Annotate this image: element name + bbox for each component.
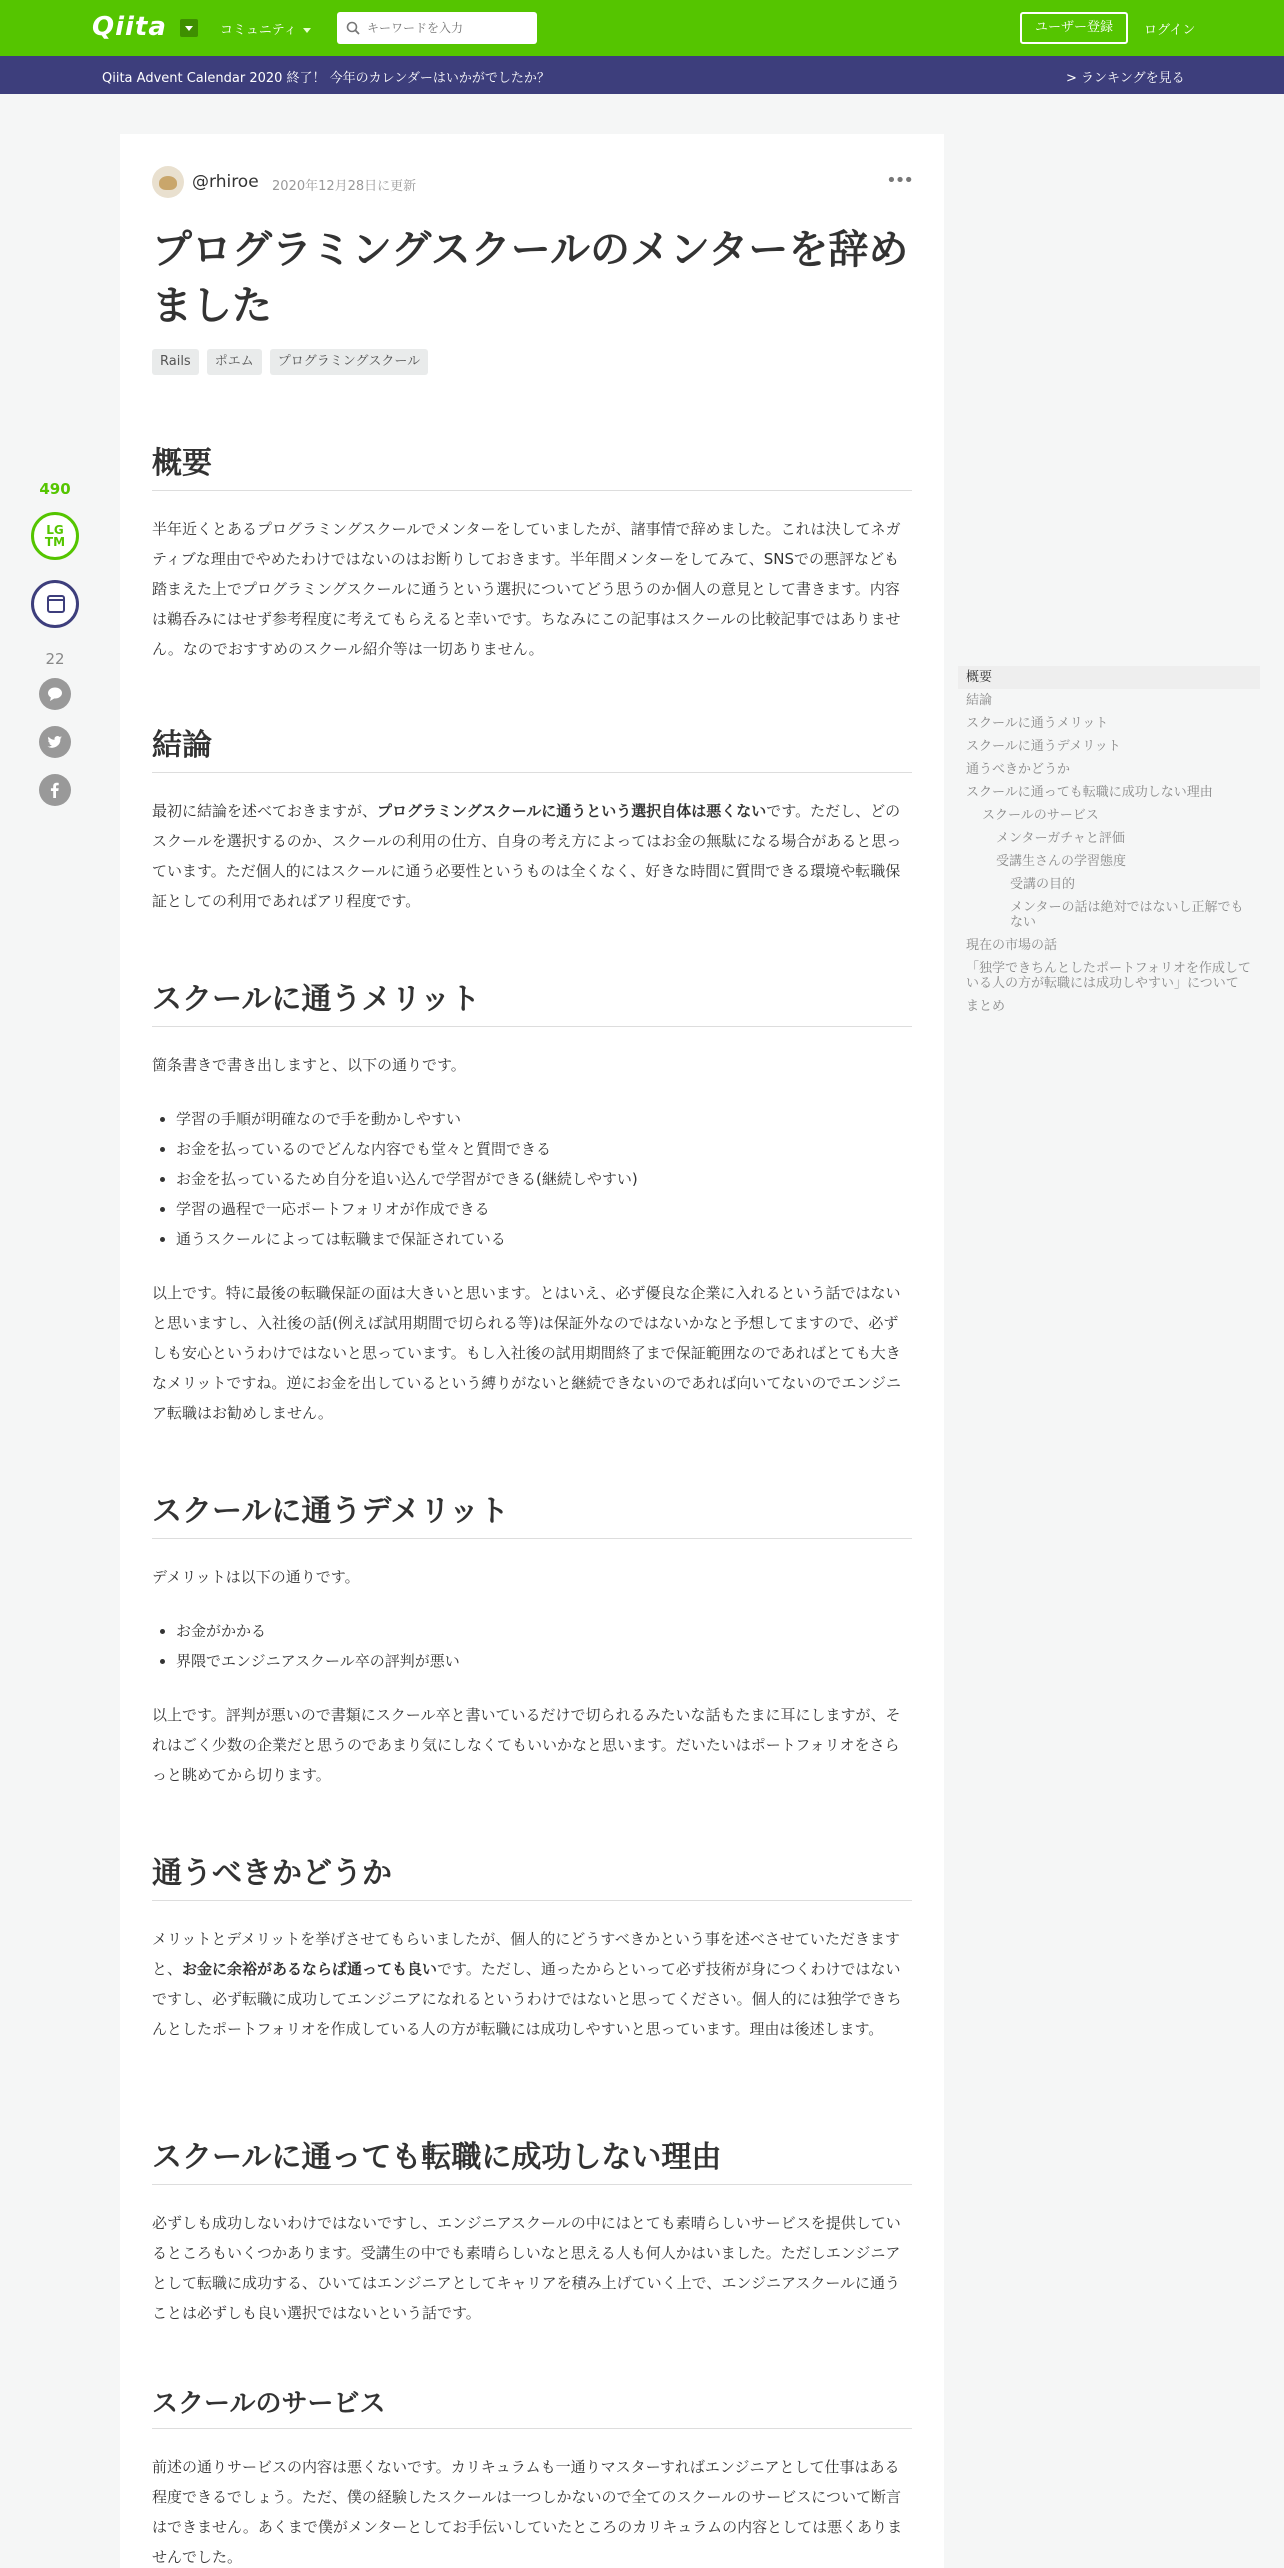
toc-item-demerits[interactable]: スクールに通うデメリット xyxy=(966,739,1121,754)
list-item: • お金がかかる xyxy=(176,1616,912,1646)
author-username[interactable]: @rhiroe xyxy=(192,172,259,192)
community-label: コミュニティ xyxy=(220,23,297,38)
list-item: • お金を払っているため自分を追い込んで学習ができる(継続しやすい) xyxy=(176,1164,912,1194)
list-item: • 学習の手順が明確なので手を動かしやすい xyxy=(176,1104,912,1134)
announcement-banner xyxy=(0,56,1284,94)
toc-item-should-attend[interactable]: 通うべきかどうか xyxy=(966,762,1071,777)
list-item: • 界隈でエンジニアスクール卒の評判が悪い xyxy=(176,1646,912,1676)
list-item: • 学習の過程で一応ポートフォリオが作成できる xyxy=(176,1194,912,1224)
stock-icon xyxy=(46,594,66,614)
community-menu[interactable] xyxy=(220,19,311,38)
qiita-logo[interactable]: Qiita xyxy=(92,12,167,42)
tag-programming-school[interactable]: プログラミングスクール xyxy=(270,349,428,375)
section-heading-merits: スクールに通うメリット xyxy=(152,980,912,1027)
article-body xyxy=(120,134,944,2568)
login-link[interactable]: ログイン xyxy=(1144,23,1196,38)
list-item: • 通うスクールによっては転職まで保証されている xyxy=(176,1224,912,1254)
facebook-icon xyxy=(47,782,63,798)
banner-message[interactable]: Qiita Advent Calendar 2020 終了！ 今年のカレンダーはいかがでしたか？ xyxy=(102,71,550,86)
search-icon xyxy=(346,21,360,35)
toc-item-merits[interactable]: スクールに通うメリット xyxy=(966,716,1109,731)
comment-button[interactable] xyxy=(39,678,71,710)
merits-list xyxy=(176,1104,912,1254)
toc-item-school-service[interactable]: スクールのサービス xyxy=(982,808,1099,823)
toc-item-student-attitude[interactable]: 受講生さんの学習態度 xyxy=(996,854,1127,869)
conclusion-text: 最初に結論を述べておきますが、プログラミングスクールに通うという選択自体は悪くないです。ただし、どのスクールを選択するのか、スクールの利用の仕方、自身の考え方によってはお金の無駄になる場合があると思っています。ただ個人的にはスクールに通う必要性というものは全くなく、好きな時間に質問できる環境や転職保証としての利用であればアリ程度です。 xyxy=(152,802,902,910)
article-title: プログラミングスクールのメンターを辞めました xyxy=(152,227,909,329)
section-heading-conclusion: 結論 xyxy=(152,726,912,773)
lgtm-label-top: LG xyxy=(46,523,64,537)
top-navbar xyxy=(0,0,1284,56)
stock-button[interactable] xyxy=(31,580,79,628)
ranking-link[interactable]: > ランキングを見る xyxy=(1066,71,1185,86)
demerits-list xyxy=(176,1616,912,1676)
caret-down-icon xyxy=(303,28,311,33)
toc-item-mentor-gacha[interactable]: メンターガチャと評価 xyxy=(996,831,1125,846)
twitter-icon xyxy=(47,734,63,750)
school-service-text: 前述の通りサービスの内容は悪くないです。カリキュラムも一通りマスターすればエンジニアとして仕事はある程度できるでしょう。ただ、僕の経験したスクールは一つしかないので全てのスクールのサービスについて断言はできません。あくまで僕がメンターとしてお手伝いしていたところのカリキュラムの内容としては悪くありませんでした。 xyxy=(152,2458,903,2566)
lgtm-button[interactable] xyxy=(31,512,79,560)
demerits-intro: デメリットは以下の通りです。 xyxy=(152,1568,360,1586)
facebook-share-button[interactable] xyxy=(39,774,71,806)
toc-item-purpose[interactable]: 受講の目的 xyxy=(1010,877,1076,892)
search-input[interactable] xyxy=(367,18,527,38)
logo-dropdown-icon[interactable] xyxy=(180,19,198,37)
section-heading-should-attend: 通うべきかどうか xyxy=(152,1854,912,1901)
tag-list xyxy=(152,349,436,379)
section-heading-reasons: スクールに通っても転職に成功しない理由 xyxy=(152,2138,912,2185)
merits-outro: 以上です。特に最後の転職保証の面は大きいと思います。とはいえ、必ず優良な企業に入れるという話ではないと思いますし、入社後の話(例えば試用期間で切られる等)は保証外なのではないかなと予想してますので、必ずしも安心というわけではないと思っています。もし入社後の試用期間終了まで保証範囲なのであればとても大きなメリットですね。逆にお金を出しているという縛りがないと継続できないのであれば向いてないのでエンジニア転職はお勧めしません。 xyxy=(152,1284,902,1422)
toc-item-reasons[interactable]: スクールに通っても転職に成功しない理由 xyxy=(966,785,1213,800)
section-heading-overview: 概要 xyxy=(152,444,912,491)
section-heading-school-service: スクールのサービス xyxy=(152,2386,912,2429)
tag-poem[interactable]: ポエム xyxy=(207,349,262,375)
merits-intro: 箇条書きで書き出しますと、以下の通りです。 xyxy=(152,1056,466,1074)
toc-item-conclusion[interactable]: 結論 xyxy=(966,693,993,708)
reasons-text: 必ずしも成功しないわけではないですし、エンジニアスクールの中にはとても素晴らしいサービスを提供しているところもいくつかあります。受講生の中でも素晴らしいなと思える人も何人かはいました。ただしエンジニアとして転職に成功する、ひいてはエンジニアとしてキャリアを積み上げていく上で、エンジニアスクールに通うことは必ずしも良い選択ではないという話です。 xyxy=(152,2214,901,2322)
search-box[interactable] xyxy=(337,12,537,44)
tag-rails[interactable]: Rails xyxy=(152,349,199,375)
section-heading-demerits: スクールに通うデメリット xyxy=(152,1492,912,1539)
toc-item-market[interactable]: 現在の市場の話 xyxy=(966,938,1058,953)
comment-icon xyxy=(47,686,63,702)
list-item: • お金を払っているのでどんな内容でも堂々と質問できる xyxy=(176,1134,912,1164)
table-of-contents xyxy=(958,666,1260,1018)
toc-item-summary[interactable]: まとめ xyxy=(966,999,1006,1014)
overview-text: 半年近くとあるプログラミングスクールでメンターをしていましたが、諸事情で辞めました。これは決してネガティブな理由でやめたわけではないのはお断りしておきます。半年間メンターをしてみて、SNSでの悪評なども踏まえた上でプログラミングスクールに通うという選択についてどう思うのか個人の意見として書きます。内容は鵜呑みにはせず参考程度に考えてもらえると幸いです。ちなみにこの記事はスクールの比較記事ではありません。なのでおすすめのスクール紹介等は一切ありません。 xyxy=(152,520,901,658)
author-row xyxy=(152,166,912,200)
should-attend-text: メリットとデメリットを挙げさせてもらいましたが、個人的にどうすべきかという事を述べさせていただきますと、お金に余裕があるならば通っても良いです。ただし、通ったからといって必ず技術が身につくわけではないですし、必ず転職に成功してエンジニアになれるというわけではないと思ってください。個人的には独学できちんとしたポートフォリオを作成している人の方が転職には成功しやすいと思っています。理由は後述します。 xyxy=(152,1930,902,2038)
more-options-icon[interactable]: ••• xyxy=(886,170,912,191)
toc-item-overview[interactable]: 概要 xyxy=(958,666,1260,689)
updated-date: 2020年12月28日に更新 xyxy=(272,179,417,194)
signup-button[interactable]: ユーザー登録 xyxy=(1020,12,1128,44)
lgtm-label-bottom: TM xyxy=(44,535,66,549)
toc-item-mentor-not-absolute[interactable]: メンターの話は絶対ではないし正解でもない xyxy=(1010,900,1244,930)
twitter-share-button[interactable] xyxy=(39,726,71,758)
avatar[interactable] xyxy=(152,166,184,198)
comment-count: 22 xyxy=(45,650,65,668)
demerits-outro: 以上です。評判が悪いので書類にスクール卒と書いているだけで切られるみたいな話もたまに耳にしますが、それはごく少数の企業だと思うのであまり気にしなくてもいいかなと思います。だいたいはポートフォリオをさらっと眺めてから切ります。 xyxy=(152,1706,901,1784)
lgtm-count: 490 xyxy=(39,480,71,498)
toc-item-self-study-portfolio[interactable]: 「独学できちんとしたポートフォリオを作成している人の方が転職には成功しやすい」について xyxy=(966,961,1251,991)
